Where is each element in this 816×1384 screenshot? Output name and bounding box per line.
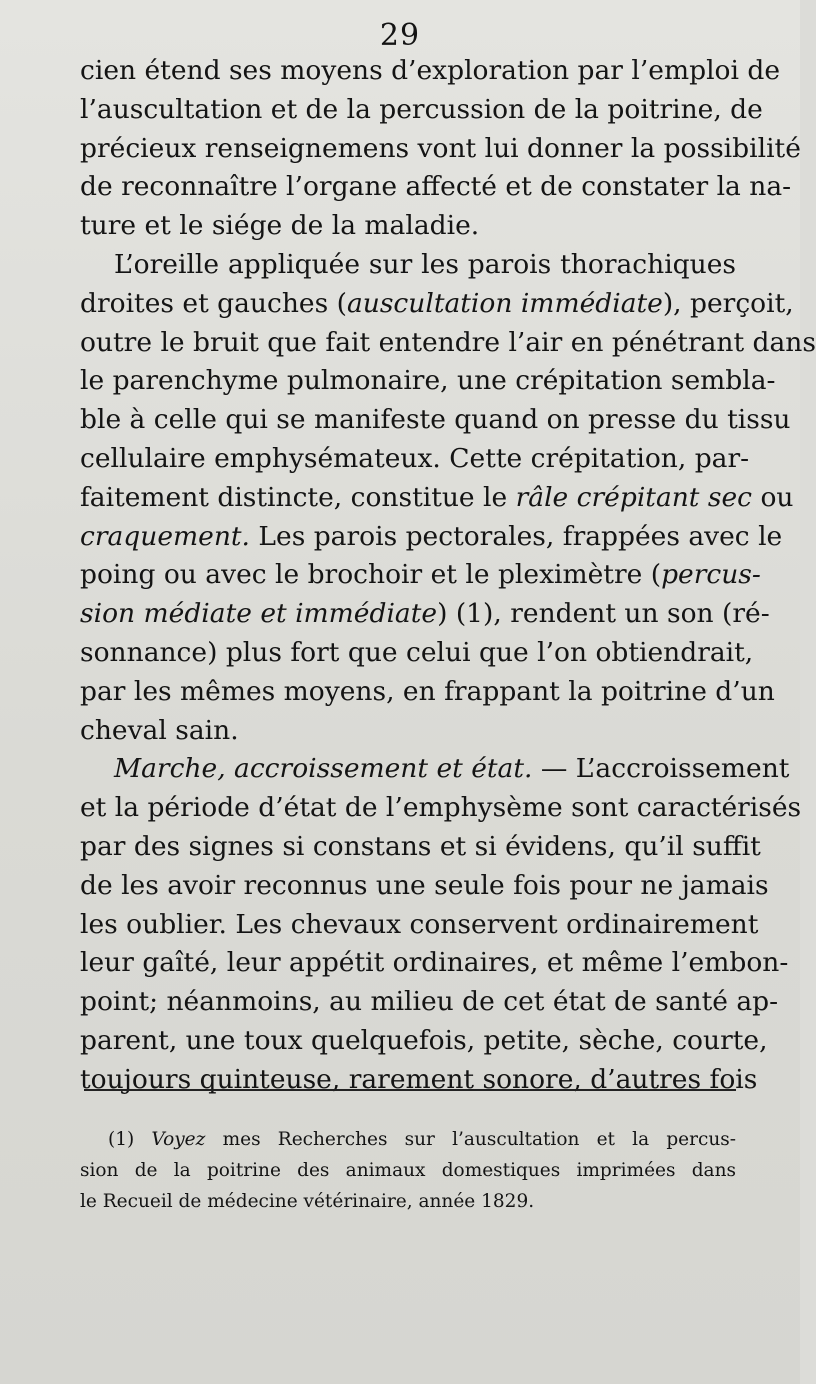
- text-segment: mes Recherches sur l’auscultation et la percus-: [205, 1129, 736, 1150]
- text-segment: et la période d’état de l’emphysème sont caractérisés: [80, 792, 802, 824]
- text-segment: droites et gauches (: [80, 287, 347, 319]
- text-segment: (1): [108, 1129, 152, 1150]
- page-number: 29: [379, 18, 421, 53]
- text-line: [80, 479, 794, 518]
- text-segment: outre le bruit que fait entendre l’air en pénétrant dans: [80, 326, 816, 358]
- text-segment: par des signes si constans et si évidens, qu’il suffit: [80, 830, 761, 862]
- text-segment: Les parois pectorales, frappées avec le: [249, 520, 783, 552]
- text-segment: le parenchyme pulmonaire, une crépitation sembla-: [80, 365, 776, 397]
- text-line: [80, 1022, 768, 1061]
- text-line: [80, 983, 779, 1022]
- text-line: [80, 440, 750, 479]
- text-line: [80, 130, 801, 169]
- text-line: [80, 789, 802, 828]
- text-line: [80, 207, 736, 246]
- text-line: [80, 634, 754, 673]
- italic-text: sion médiate et immédiate: [80, 598, 438, 630]
- text-line: [80, 246, 736, 285]
- italic-text: craquement.: [80, 520, 250, 552]
- text-segment: ), perçoit,: [662, 287, 794, 319]
- text-segment: sonnance) plus fort que celui que l’on obtiendrait,: [80, 636, 754, 668]
- footnote-line: [80, 1124, 736, 1155]
- text-segment: par les mêmes moyens, en frappant la poitrine d’un: [80, 675, 775, 707]
- italic-text: râle crépitant sec: [515, 481, 753, 513]
- text-segment: L’oreille appliquée sur les parois thorachiques: [114, 248, 736, 280]
- italic-text: Voyez: [151, 1129, 206, 1150]
- text-segment: sion de la poitrine des animaux domestiques imprimées dans: [80, 1160, 736, 1181]
- footnote-line: [80, 1186, 736, 1217]
- text-segment: poing ou avec le brochoir et le pleximètre (: [80, 559, 662, 591]
- text-line: [80, 595, 770, 634]
- italic-text: percus-: [661, 559, 761, 591]
- text-line: [80, 518, 783, 557]
- text-segment: leur gaîté, leur appétit ordinaires, et même l’embon-: [80, 947, 789, 979]
- text-line: [80, 362, 776, 401]
- text-segment: de reconnaître l’organe affecté et de constater la na-: [80, 171, 792, 203]
- text-segment: ou: [752, 481, 794, 513]
- text-line: [80, 673, 775, 712]
- footnotes: [80, 1124, 736, 1217]
- text-segment: — L’accroissement: [532, 753, 790, 785]
- text-line: [80, 324, 816, 363]
- text-line: [80, 828, 761, 867]
- text-line: [80, 168, 792, 207]
- text-segment: les oublier. Les chevaux conservent ordinairement: [80, 908, 759, 940]
- body-text: [80, 52, 816, 1100]
- text-line: [80, 556, 761, 595]
- text-segment: cellulaire emphysémateux. Cette crépitation, par-: [80, 442, 750, 474]
- text-segment: ble à celle qui se manifeste quand on presse du tissu: [80, 404, 791, 436]
- italic-text: auscultation immédiate: [346, 287, 663, 319]
- text-segment: parent, une toux quelquefois, petite, sèche, courte,: [80, 1024, 768, 1056]
- text-segment: cien étend ses moyens d’exploration par l’emploi de: [80, 55, 781, 86]
- text-line: [80, 944, 789, 983]
- text-segment: ) (1), rendent un son (ré-: [437, 598, 770, 630]
- text-line: [80, 285, 794, 324]
- text-segment: faitement distincte, constitue le: [80, 481, 516, 513]
- text-line: [80, 906, 759, 945]
- text-segment: cheval sain.: [80, 714, 239, 746]
- text-line: [80, 867, 769, 906]
- text-segment: ture et le siége de la maladie.: [80, 210, 480, 242]
- text-line: [80, 52, 781, 91]
- text-line: [80, 750, 790, 789]
- text-line: [80, 401, 791, 440]
- text-line: [80, 712, 736, 751]
- text-segment: point; néanmoins, au milieu de cet état de santé ap-: [80, 986, 779, 1018]
- footnote-rule: [84, 1089, 736, 1091]
- footnote-line: [80, 1155, 736, 1186]
- text-segment: de les avoir reconnus une seule fois pour ne jamais: [80, 869, 769, 901]
- text-line: [80, 1061, 758, 1100]
- italic-text: Marche, accroissement et état.: [114, 753, 533, 785]
- text-segment: le Recueil de médecine vétérinaire, année 1829.: [80, 1191, 535, 1212]
- text-segment: précieux renseignemens vont lui donner la possibilité: [80, 132, 801, 164]
- text-line: [80, 91, 763, 130]
- text-segment: toujours quinteuse, rarement sonore, d’autres fois: [80, 1063, 758, 1095]
- text-segment: l’auscultation et de la percussion de la poitrine, de: [80, 93, 763, 125]
